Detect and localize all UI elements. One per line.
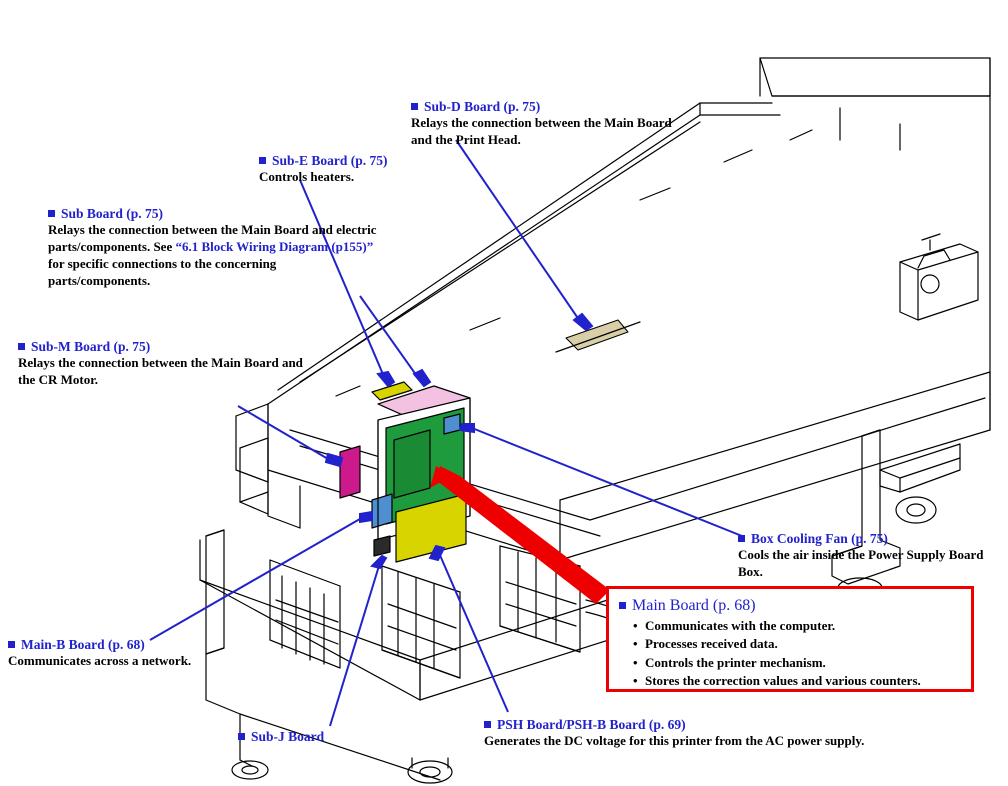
callout-sub-d-board-body: Relays the connection between the Main Board and the Print Head.	[411, 115, 672, 148]
block-wiring-diagram-link[interactable]: “6.1 Block Wiring Diagram (p155)”	[175, 239, 374, 255]
callout-sub-d-board-title: Sub-D Board (p. 75)	[411, 98, 681, 115]
callout-psh-board-title: PSH Board/PSH-B Board (p. 69)	[484, 716, 934, 733]
callout-sub-j-board-title: Sub-J Board	[238, 728, 418, 745]
callout-box-cooling-fan	[738, 530, 988, 581]
main-board-feature-list	[619, 617, 961, 691]
callout-sub-board-title: Sub Board (p. 75)	[48, 205, 378, 222]
callout-main-b-board	[8, 636, 268, 670]
callout-box-cooling-fan-title: Box Cooling Fan (p. 75)	[738, 530, 988, 547]
main-board-callout-box	[606, 586, 974, 692]
callout-sub-j-board	[238, 728, 418, 745]
bullet-icon	[619, 602, 626, 609]
main-board-title: Main Board (p. 68)	[619, 597, 961, 615]
list-item: • Communicates with the computer.	[645, 617, 961, 635]
callout-sub-m-board	[18, 338, 308, 389]
callout-sub-e-board-title: Sub-E Board (p. 75)	[259, 152, 439, 169]
bullet-icon	[8, 641, 15, 648]
list-item: • Controls the printer mechanism.	[645, 654, 961, 672]
bullet-icon	[411, 103, 418, 110]
bullet-icon	[738, 535, 745, 542]
callout-main-b-board-body: Communicates across a network.	[8, 653, 192, 669]
callout-sub-e-board-body: Controls heaters.	[259, 169, 355, 185]
callout-sub-e-board	[259, 152, 439, 186]
callout-psh-board-body: Generates the DC voltage for this printer from the AC power supply.	[484, 733, 865, 749]
callout-sub-board-body-part2: for specific connections to the concerning parts/components.	[48, 256, 277, 288]
list-item: • Stores the correction values and various counters.	[645, 672, 961, 690]
bullet-icon	[484, 721, 491, 728]
callout-sub-m-board-body: Relays the connection between the Main Board and the CR Motor.	[18, 355, 303, 388]
callout-psh-board	[484, 716, 934, 750]
bullet-icon	[259, 157, 266, 164]
callout-sub-board	[48, 205, 378, 290]
callout-main-b-board-title: Main-B Board (p. 68)	[8, 636, 268, 653]
list-item: • Processes received data.	[645, 635, 961, 653]
callout-sub-board-body	[48, 222, 378, 290]
callout-sub-board-body-part1: Relays the connection between the Main Board and electric parts/components. See	[48, 222, 377, 255]
bullet-icon	[48, 210, 55, 217]
bullet-icon	[18, 343, 25, 350]
callout-box-cooling-fan-body: Cools the air inside the Power Supply Board Box.	[738, 547, 984, 580]
callout-sub-d-board	[411, 98, 681, 149]
callout-sub-m-board-title: Sub-M Board (p. 75)	[18, 338, 308, 355]
bullet-icon	[238, 733, 245, 740]
